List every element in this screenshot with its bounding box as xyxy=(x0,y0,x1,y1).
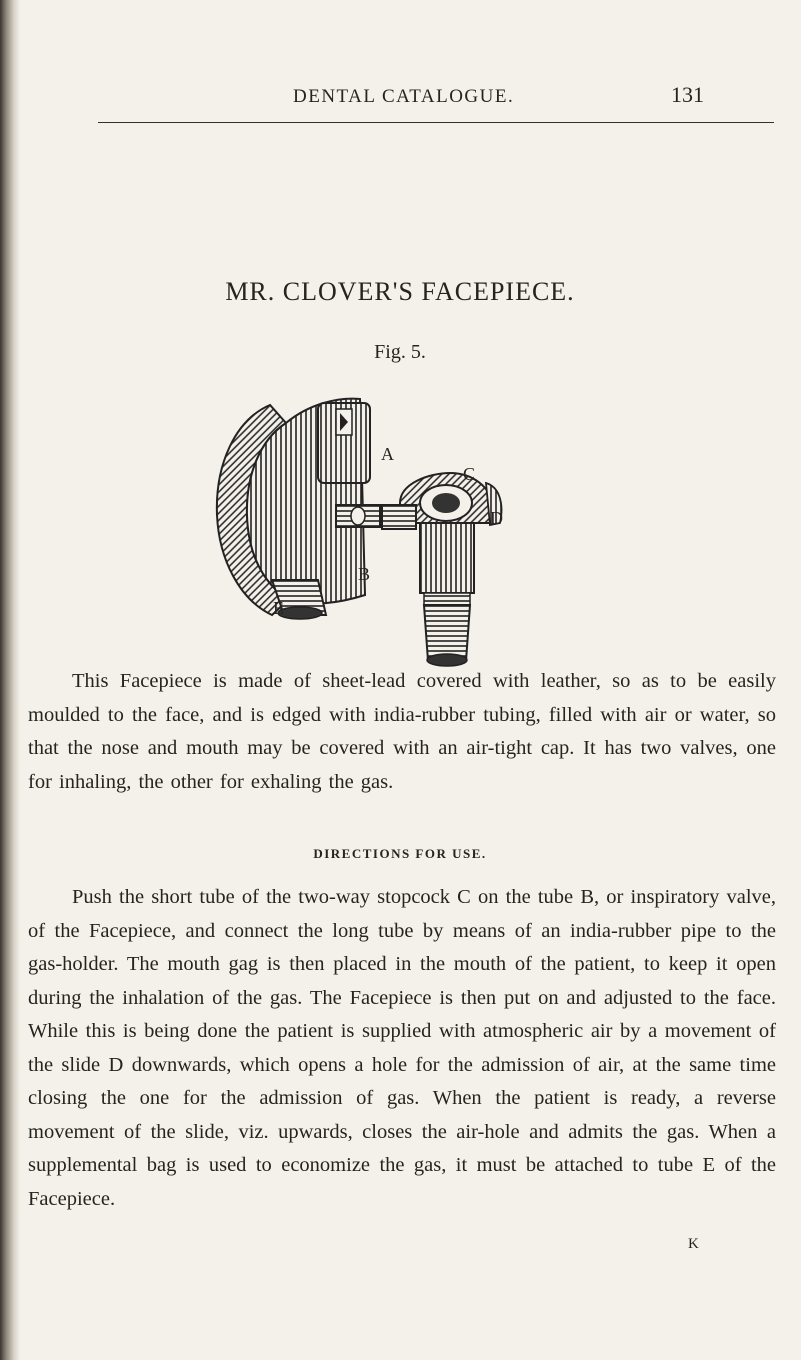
figure-caption: Fig. 5. xyxy=(374,341,426,363)
figure-label-b: B xyxy=(358,564,371,584)
description-paragraph: This Facepiece is made of sheet-lead covered with leather, so as to be easily moulded to the face, and is edged with india-rubber tubing, filled with air or water, so that the nose and mouth may be covered with an air-tight cap. It has two valves, one for inhaling, the other for exhaling the gas. xyxy=(28,670,776,793)
section-heading: DIRECTIONS FOR USE. xyxy=(313,846,487,861)
facepiece-illustration xyxy=(200,375,520,675)
page-number: 131 xyxy=(671,82,704,107)
directions-paragraph: Push the short tube of the two-way stopcock C on the tube B, or inspiratory valve, of the Facepiece, and connect the long tube by means of an india-rubber pipe to the gas-holder. The mouth gag is then placed in the mouth of the patient, to keep it open during the inhalation of the gas. The Facepiece is then put on and adjusted to the face. While this is being done the patient is supplied with atmospheric air by a movement of the slide D downwards, which opens a hole for the admission of air, at the same time closing the one for the admission of gas. When the patient is ready, a reverse movement of the slide, viz. upwards, closes the air-hole and admits the gas. When a supplemental bag is used to economize the gas, it must be attached to tube E of the Facepiece. xyxy=(28,886,776,1210)
running-head: DENTAL CATALOGUE. xyxy=(293,86,515,107)
figure-label-c: C xyxy=(463,464,476,484)
article-title: MR. CLOVER'S FACEPIECE. xyxy=(225,277,575,306)
long-tube xyxy=(420,523,474,593)
figure-label-d: D xyxy=(490,508,503,528)
page-header xyxy=(0,0,801,130)
header-rule xyxy=(98,122,774,123)
facepiece-engraving xyxy=(200,375,520,675)
signature-mark: K xyxy=(688,1236,699,1252)
page-binding-shadow xyxy=(0,0,20,1360)
figure-label-a: A xyxy=(381,444,394,464)
figure-label-e: E xyxy=(273,598,284,618)
